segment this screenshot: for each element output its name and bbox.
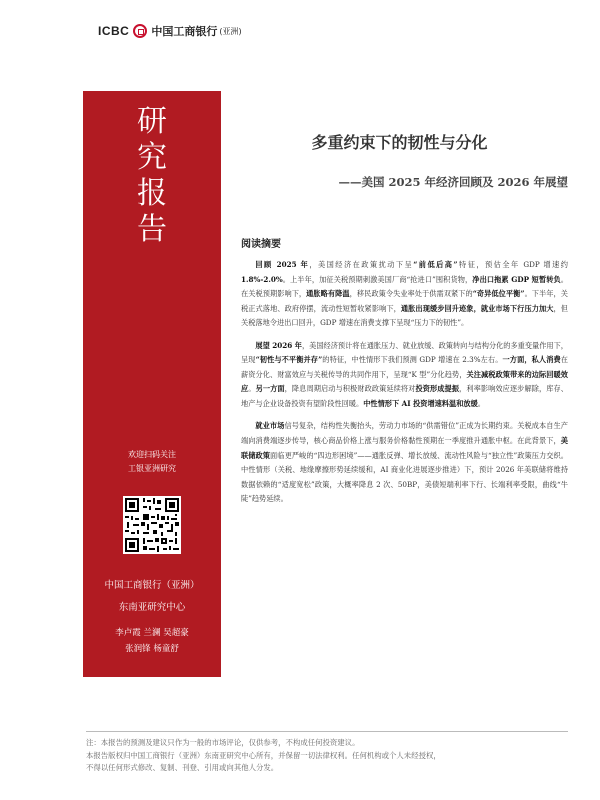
icbc-logo-icon xyxy=(133,24,147,38)
footer-divider xyxy=(86,731,568,732)
body-text: ，但关税落地令进出口回升，GDP 增速在消费支撑下呈现“压力下的韧性”。 xyxy=(241,303,568,328)
abstract-body xyxy=(241,258,568,515)
emphasis-text: 投资形成提振 xyxy=(415,384,460,394)
emphasis-text: 展望 2026 年 xyxy=(255,340,302,350)
emphasis-text: 通胀略有降温 xyxy=(306,289,350,299)
disclaimer-line-3: 不得以任何形式修改、复制、刊登、引用或向其他人分发。 xyxy=(86,763,279,772)
emphasis-text: 美联储政策 xyxy=(241,435,568,460)
brand-header xyxy=(98,22,242,40)
authors-line-1: 李卢霞 兰澜 吴超豪 xyxy=(115,628,189,638)
emphasis-text: 通胀出现缓步回升迹象，就业市场下行压力加大 xyxy=(400,303,554,313)
report-type-char: 报 xyxy=(137,176,167,211)
emphasis-text: “韧性与不平衡并存” xyxy=(255,355,323,365)
org-unit: 东南亚研究中心 xyxy=(118,602,186,613)
brand-name: 中国工商银行 xyxy=(151,25,218,38)
org-name: 中国工商银行（亚洲） xyxy=(104,580,200,591)
disclaimer xyxy=(86,737,568,775)
body-text: 。上半年，加征关税预期刺激美国厂商“抢进口”囤积货物， xyxy=(282,274,473,284)
emphasis-text: 一方面，私人消费 xyxy=(502,355,561,365)
report-type-char: 研 xyxy=(137,104,167,139)
body-text: ，降息周期启动与积极财政政策延续将对 xyxy=(284,384,416,394)
report-subtitle: ——美国 2025 年经济回顾及 2026 年展望 xyxy=(338,175,568,189)
body-text: 的特征，中性情形下我们预测 GDP 增速在 2.3%左右。 xyxy=(322,355,503,365)
scan-line-2: 工银亚洲研究 xyxy=(128,464,176,473)
research-org xyxy=(83,578,221,657)
abstract-paragraph xyxy=(241,419,568,507)
report-type-char: 告 xyxy=(137,212,167,247)
body-text: ，美国经济预计将在通胀压力、就业放缓、政策转向与结构分化的多重变量作用下，呈现 xyxy=(241,340,568,365)
body-text: ，利率影响效应逐步解除，库存、地产与企业设备投资有望阶段性回暖。 xyxy=(241,384,568,409)
scan-line-1: 欢迎扫码关注 xyxy=(128,450,176,459)
author-list xyxy=(83,625,221,657)
body-text: 信号复杂，结构性失衡抬头，劳动力市场的“供需错位”正成为长期约束。关税成本自生产端向消费端逐步传导，核心商品价格上涨与服务价格黏性预期在一季度推升通胀中枢。在此背景下， xyxy=(241,421,568,445)
disclaimer-line-1: 注：本报告的预测及建议只作为一般的市场评论，仅供参考，不构成任何投资建议。 xyxy=(86,738,360,747)
body-text: 。 xyxy=(477,399,485,409)
authors-line-2: 张润锋 杨童舒 xyxy=(125,644,179,654)
cover-sidebar xyxy=(83,91,221,677)
abstract-paragraph xyxy=(241,339,568,412)
emphasis-text: 回顾 2025 年 xyxy=(255,260,310,269)
brand-latin: ICBC xyxy=(98,24,130,38)
report-title: 多重约束下的韧性与分化 xyxy=(311,133,488,152)
emphasis-text: 就业市场 xyxy=(255,421,285,431)
emphasis-text: “奇异低位平衡” xyxy=(472,289,525,299)
emphasis-text: 另一方面 xyxy=(255,384,285,394)
emphasis-text: 净出口拖累 GDP 短暂转负 xyxy=(472,274,561,284)
body-text: 。下半年，关税正式落地、政府停摆，流动性短暂收紧影响下， xyxy=(241,289,568,313)
report-type-label xyxy=(83,104,221,248)
scan-prompt xyxy=(83,448,221,476)
emphasis-text: 1.8%-2.0% xyxy=(241,274,283,284)
emphasis-text: 中性情形下 AI 投资增速料温和放缓 xyxy=(363,399,478,409)
body-text: 特征，预估全年 GDP 增速约 xyxy=(457,260,568,269)
report-type-char: 究 xyxy=(137,140,167,175)
body-text: 在薪资分化、财富效应与关税传导的共同作用下，呈现“K 型”分化趋势， xyxy=(241,355,568,379)
body-text: ，美国经济在政策扰动下呈 xyxy=(309,260,414,269)
qr-code-icon[interactable] xyxy=(123,496,181,554)
disclaimer-line-2: 本报告版权归中国工商银行（亚洲）东南亚研究中心所有，并保留一切法律权利。任何机构或个人未经授权， xyxy=(86,750,441,760)
body-text: 面临更严峻的“四边形困境”——通胀反弹、增长放缓、流动性风险与“独立性”政策压力交织。中性情形（关税、地缘摩擦形势延续缓和，AI 商业化进展逐步推进）下，预计 2026 年美联储将维持数据依赖的“适度宽松”政策，大概率降息 2 次、50BP，美债短端利率下行、长端利率受限，曲线“牛陡”趋势延续。 xyxy=(241,450,568,504)
brand-region: (亚洲) xyxy=(219,26,242,36)
abstract-paragraph xyxy=(241,258,568,331)
emphasis-text: 关注减税政策带来的边际回暖效应 xyxy=(241,369,568,394)
abstract-heading: 阅读摘要 xyxy=(241,239,281,250)
body-text: ，移民政策令失业率处于供需双紧下的 xyxy=(349,289,473,299)
body-text: 。 xyxy=(248,384,256,394)
emphasis-text: “前低后高” xyxy=(413,260,458,269)
body-text: 。在关税预期影响下， xyxy=(241,274,568,299)
